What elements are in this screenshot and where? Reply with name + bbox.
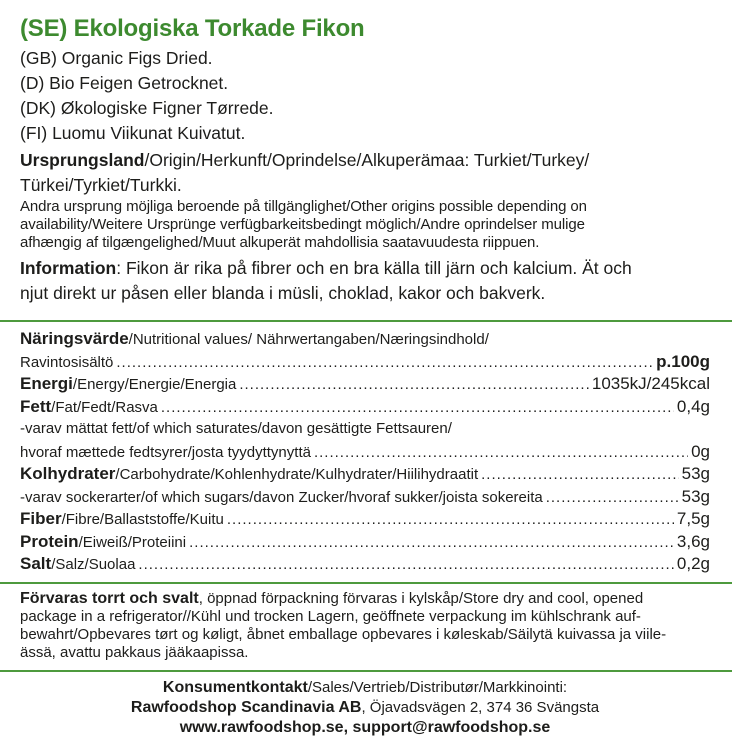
nutrition-row-value: 53g: [681, 464, 710, 483]
nutrition-per-row: [20, 351, 710, 374]
nutrition-row-text: /Fat/Fedt/Rasva: [51, 398, 158, 416]
origin-section: [20, 148, 710, 198]
nutrition-row: [20, 531, 710, 554]
translation-fi: (FI) Luomu Viikunat Kuivatut.: [20, 123, 246, 143]
contact-line-1: [20, 678, 710, 698]
leader-dots: [481, 464, 679, 487]
divider: [0, 320, 732, 322]
web-email[interactable]: www.rawfoodshop.se, support@rawfoodshop.se: [179, 718, 551, 736]
storage-label: Förvaras torrt och svalt: [20, 589, 199, 607]
translation-gb: (GB) Organic Figs Dried.: [20, 48, 213, 68]
nutrition-row-label: [20, 463, 478, 487]
nutrition-heading: [20, 328, 710, 351]
nutrition-row: [20, 396, 710, 419]
nutrition-row-label: [20, 487, 543, 510]
contact-line-3: [20, 718, 710, 738]
nutrition-row-text: -varav sockerarter/of which sugars/davon Zucker/hvoraf sukker/joista sokereita: [20, 488, 543, 506]
storage-text-2: package in a refrigerator//Kühl und trocken Lagern, geöffnete verpackung im kühlschrank auf-: [20, 607, 641, 625]
leader-dots: [138, 554, 673, 577]
storage-text-3: bewahrt/Opbevares tørt og køligt, åbnet emballage opbevares i køleskab/Säilytä kuivassa ja viile-: [20, 625, 667, 643]
origin-label: Ursprungsland: [20, 150, 145, 170]
nutrition-row-value: 0g: [691, 441, 710, 461]
nutrition-row: [20, 486, 710, 509]
nutrition-row-text: hvoraf mættede fedtsyrer/josta tyydyttynyttä: [20, 443, 311, 461]
information-line-1: [20, 256, 710, 281]
company-name: Rawfoodshop Scandinavia AB: [130, 698, 362, 716]
divider: [0, 582, 732, 584]
nutrition-row: [20, 463, 710, 486]
nutrition-row: [20, 418, 710, 441]
translation-dk: (DK) Økologiske Figner Tørrede.: [20, 98, 274, 118]
translations: [20, 46, 710, 146]
nutrition-row-label: [20, 553, 135, 577]
nutrition-row-name: Fiber: [20, 509, 62, 528]
nutrition-row: [20, 373, 710, 396]
nutrition-row-label: [20, 531, 186, 555]
origin-text-2: Türkei/Tyrkiet/Turkki.: [20, 175, 182, 195]
information-text-1: : Fikon är rika på fibrer och en bra källa till järn och kalcium. Ät och: [116, 258, 632, 278]
nutrition-row: [20, 441, 710, 464]
information-label: Information: [20, 258, 117, 278]
nutrition-table: [20, 328, 710, 576]
contact-section: [20, 678, 710, 738]
storage-text-4: ässä, avattu pakkaus jääkaapissa.: [20, 643, 249, 661]
leader-dots: [546, 487, 679, 510]
leader-dots: [227, 509, 674, 532]
nutrition-per-value: p.100g: [656, 351, 710, 371]
nutrition-row-label: [20, 420, 452, 437]
nutrition-row-name: Salt: [20, 554, 52, 573]
nutrition-row-label: [20, 373, 236, 397]
nutrition-per-label: Ravintosisältö: [20, 353, 114, 371]
nutrition-row-name: Protein: [20, 531, 79, 551]
storage-text-1: , öppnad förpackning förvaras i kylskåp/Store dry and cool, opened: [198, 589, 644, 607]
nutrition-rows: [20, 373, 710, 576]
nutrition-row-text: -varav mättat fett/of which saturates/davon gesättigte Fettsauren/: [20, 420, 452, 437]
nutrition-row-label: [20, 396, 158, 420]
leader-dots: [239, 374, 589, 397]
storage-section: [20, 590, 710, 662]
divider: [0, 670, 732, 672]
origin-text-1: /Origin/Herkunft/Oprindelse/Alkuperämaa: Turkiet/Turkey/: [144, 150, 590, 170]
contact-label-text: /Sales/Vertrieb/Distributør/Markkinointi:: [307, 678, 568, 696]
information-section: [20, 256, 710, 306]
leader-dots: [189, 532, 674, 555]
origin-note-line-1: Andra ursprung möjliga beroende på tillgänglighet/Other origins possible depending on: [20, 198, 587, 215]
nutrition-row: [20, 508, 710, 531]
origin-note-line-2: availability/Weitere Ursprünge verfügbarkeitsbedingt möglich/Andre oprindelser mulige: [20, 216, 585, 233]
contact-label: Konsumentkontakt: [162, 678, 308, 696]
nutrition-row-text: /Fibre/Ballaststoffe/Kuitu: [61, 511, 224, 528]
origin-note-line-3: afhængig af tilgængelighed/Muut alkuperät mahdollisia saatavuudesta riippuen.: [20, 234, 540, 251]
nutrition-row-name: Kolhydrater: [20, 464, 116, 483]
nutrition-row-value: 53g: [681, 486, 710, 506]
nutrition-row-label: [20, 508, 224, 532]
origin-line-1: [20, 148, 710, 173]
translation-de: (D) Bio Feigen Getrocknet.: [20, 73, 229, 93]
storage-line-1: [20, 590, 710, 608]
nutrition-row-value: 0,4g: [676, 396, 710, 416]
nutrition-row-label: [20, 442, 311, 465]
product-label: [0, 14, 732, 756]
nutrition-row-value: 7,5g: [676, 509, 710, 528]
nutrition-row-value: 3,6g: [676, 531, 710, 551]
nutrition-row-text: /Carbohydrate/Kohlenhydrate/Kulhydrater/Hiilihydraatit: [115, 466, 479, 483]
information-text-2: njut direkt ur påsen eller blanda i müsli, choklad, kakor och bakverk.: [20, 283, 546, 303]
nutrition-heading-label: Näringsvärde: [20, 329, 129, 348]
nutrition-row-text: /Energy/Energie/Energia: [72, 376, 237, 393]
company-address: , Öjavadsvägen 2, 374 36 Svängsta: [361, 698, 600, 716]
nutrition-row-text: /Eiweiß/Proteiini: [78, 533, 187, 551]
leader-dots: [116, 352, 653, 375]
nutrition-row-value: 1035kJ/245kcal: [591, 374, 710, 393]
leader-dots: [161, 397, 674, 420]
nutrition-row: [20, 553, 710, 576]
nutrition-row-name: Energi: [20, 374, 73, 393]
nutrition-heading-text: /Nutritional values/ Nährwertangaben/Næringsindhold/: [128, 331, 489, 348]
nutrition-row-name: Fett: [20, 396, 52, 416]
leader-dots: [314, 442, 688, 465]
product-title: (SE) Ekologiska Torkade Fikon: [20, 15, 365, 42]
nutrition-row-value: 0,2g: [676, 554, 710, 573]
nutrition-row-text: /Salz/Suolaa: [51, 556, 136, 573]
origin-note: [20, 198, 710, 252]
contact-line-2: [20, 698, 710, 718]
